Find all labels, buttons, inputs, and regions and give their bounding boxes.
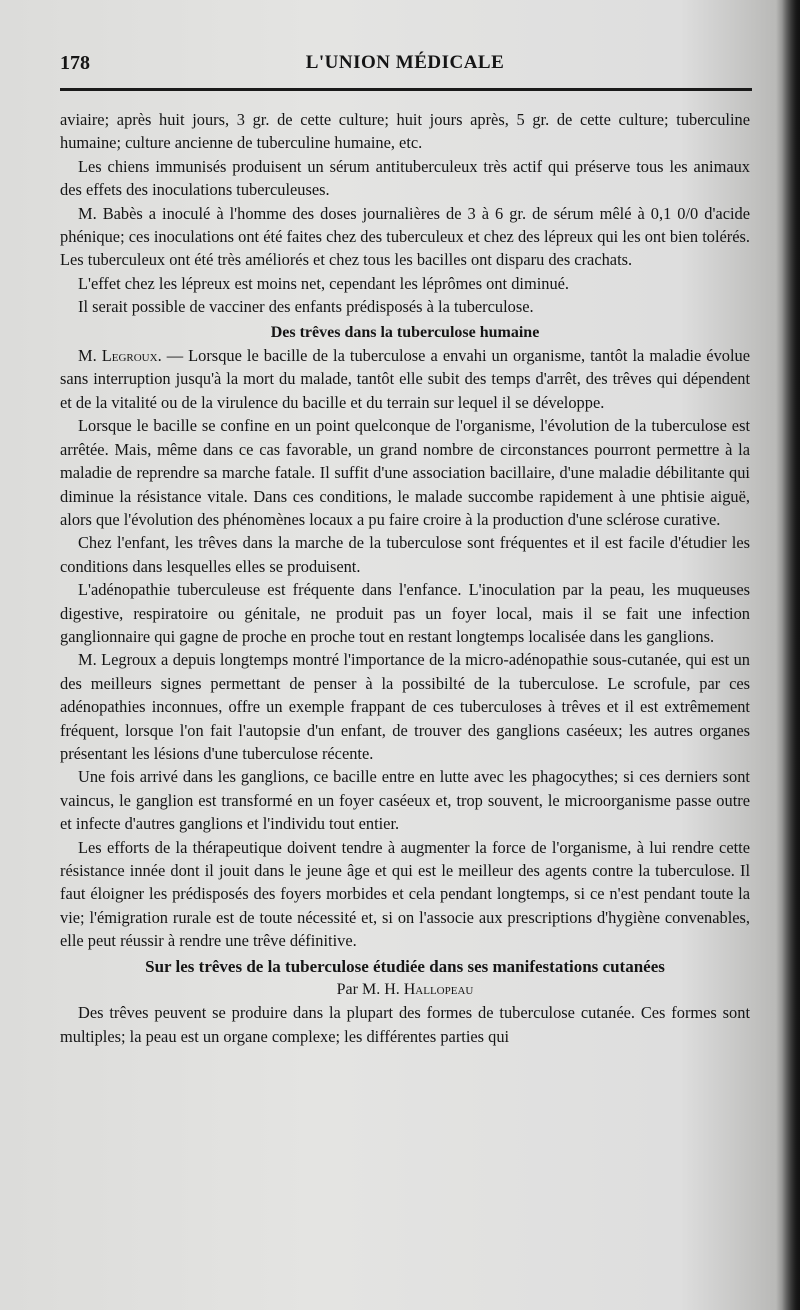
author-name: Legroux: [101, 346, 158, 366]
running-head: L'UNION MÉDICALE: [305, 52, 505, 73]
byline: [60, 978, 750, 1001]
author-prefix: M.: [78, 346, 102, 366]
section-title: Des trêves dans la tuberculose humaine: [270, 323, 540, 341]
page-edge-shadow: [782, 0, 800, 1310]
page-header: [60, 52, 750, 82]
paragraph: M. Babès a inoculé à l'homme des doses journalières de 3 à 6 gr. de sérum mêlé à 0,1 0/0 d'acide phénique; ces inoculations ont été faites chez des tuberculeux et chez des lépreux qui les ont bien tolérés. Les tuberculeux ont été très améliorés et chez tous les bacilles ont disparu des crachats.: [60, 203, 750, 270]
paragraph: Chez l'enfant, les trêves dans la marche de la tuberculose sont fréquentes et il est facile d'étudier les conditions dans lesquelles elles se produisent.: [60, 533, 750, 576]
paragraph: Des trêves peuvent se produire dans la plupart des formes de tuberculose cutanée. Ces formes sont multiples; la peau est un organe complexe; les différentes parties qui: [60, 1003, 750, 1046]
paragraph-text: . — Lorsque le bacille de la tuberculose a envahi un organisme, tantôt la maladie évolue sans interruption jusqu'à la mort du malade, tantôt elle subit des temps d'arrêt, des trêves qui dépendent et de la vitalité ou de la virulence du bacille et du terrain sur lequel il se développe.: [60, 346, 750, 412]
paragraph: M. Legroux a depuis longtemps montré l'importance de la micro-adénopathie sous-cutanée, qui est un des meilleurs signes permettant de penser à la possibilté de la tuberculose. Le scrofule, par ces adénopathies inconnues, offre un exemple frappant de ces tuberculoses à trêves et il est extrêmement fréquent, lorsque l'on fait l'autopsie d'un enfant, de trouver des ganglions caséeux; les autres organes présentant les lésions d'une tuberculose récente.: [60, 650, 750, 763]
page-number: 178: [60, 52, 90, 74]
paragraph: L'adénopathie tuberculeuse est fréquente dans l'enfance. L'inoculation par la peau, les muqueuses digestive, respiratoire ou génitale, ne produit pas un foyer local, mais il se fait une infection ganglionnaire qui gagne de proche en proche tout en restant longtemps localisée dans les ganglions.: [60, 580, 750, 646]
article-body: [60, 108, 750, 1048]
paragraph: [60, 344, 750, 414]
byline-prefix: Par M. H.: [336, 981, 404, 999]
paragraph: L'effet chez les lépreux est moins net, cependant les léprômes ont diminué.: [78, 273, 570, 293]
paragraph: Les chiens immunisés produisent un sérum antituberculeux très actif qui préserve tous les animaux des effets des inoculations tuberculeuses.: [60, 156, 750, 200]
section-title: Sur les trêves de la tuberculose étudiée dans ses manifestations cutanées: [145, 956, 665, 976]
header-rule: [60, 88, 752, 91]
paragraph: Une fois arrivé dans les ganglions, ce bacille entre en lutte avec les phagocythes; si ces derniers sont vaincus, le ganglion est transformé en un foyer caséeux et, trop souvent, le microorganisme passe outre et infecte d'autres ganglions et l'individu tout entier.: [60, 767, 750, 834]
paragraph: Lorsque le bacille se confine en un point quelconque de l'organisme, l'évolution de la tuberculose est arrêtée. Mais, même dans ce cas favorable, un grand nombre de circonstances pourront permettre à la maladie de reprendre sa marche fatale. Il suffit d'une association bacillaire, d'une maladie débilitante qui diminue la résistance vitale. Dans ces conditions, le malade succombe rapidement à une phtisie aiguë, alors que l'évolution des phénomènes locaux a pu faire croire à la production d'une sclérose curative.: [60, 416, 750, 529]
byline-author: Hallopeau: [403, 981, 474, 999]
paragraph: aviaire; après huit jours, 3 gr. de cette culture; huit jours après, 5 gr. de cette culture; tuberculine humaine; culture ancienne de tuberculine humaine, etc.: [60, 110, 750, 153]
paragraph: Les efforts de la thérapeutique doivent tendre à augmenter la force de l'organisme, à lui rendre cette résistance innée dont il jouit dans le jeune âge et qui est le meilleur des agents contre la tuberculose. Il faut éloigner les prédisposés des foyers morbides et cela pendant longtemps, si ce n'est pendant toute la vie; l'émigration rurale est de toute nécessité et, si on l'associe aux prescriptions d'hygiène convenables, elle peut réussir à rendre une trêve définitive.: [60, 837, 750, 951]
paragraph: Il serait possible de vacciner des enfants prédisposés à la tuberculose.: [78, 297, 534, 317]
